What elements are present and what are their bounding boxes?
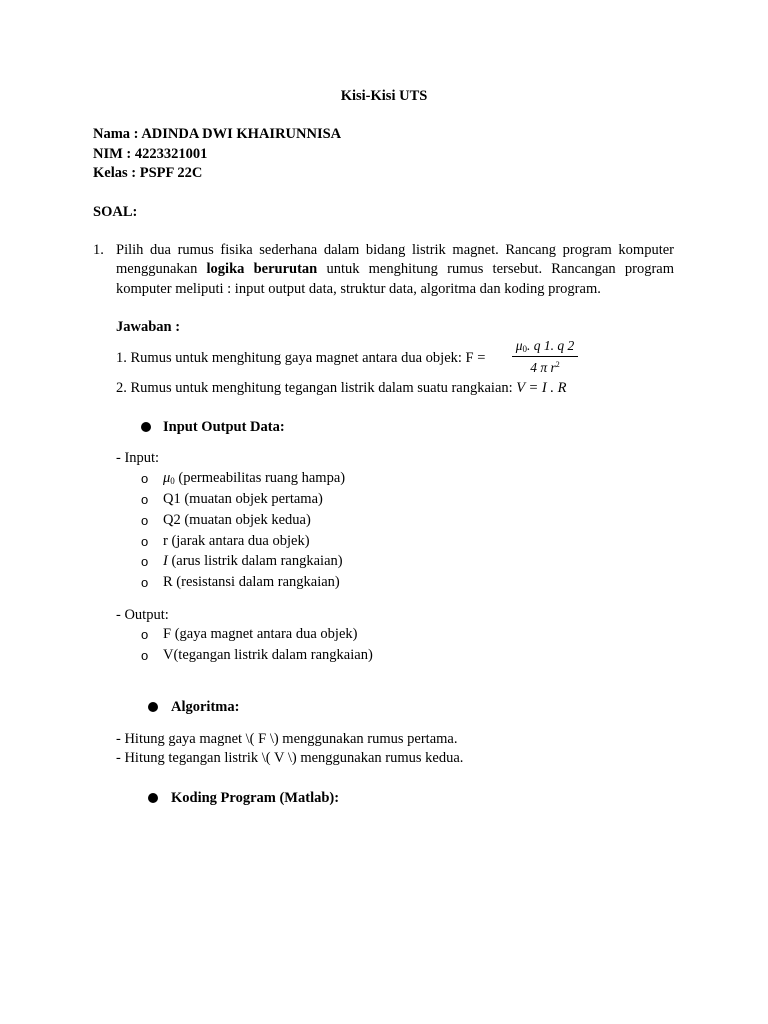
output-label: - Output: (116, 607, 169, 623)
algorithm-line-1: - Hitung gaya magnet \( F \) menggunakan rumus pertama. (116, 731, 458, 747)
code-heading: Koding Program (Matlab): (171, 790, 340, 806)
algorithm-line-2: - Hitung tegangan listrik \( V \) menggunakan rumus kedua. (116, 750, 464, 766)
bullet-icon (148, 702, 158, 712)
answer-label: Jawaban : (116, 319, 181, 335)
sub-bullet-icon: o (141, 554, 149, 569)
io-heading: Input Output Data: (163, 419, 285, 435)
formula-1-fraction (512, 338, 578, 376)
formula-1-text: 1. Rumus untuk menghitung gaya magnet antara dua objek: F = (116, 350, 486, 366)
student-nim: NIM : 4223321001 (93, 146, 208, 162)
formula-1-denominator: 4 π $r^2$ (530, 360, 560, 375)
sub-bullet-icon: o (141, 534, 149, 549)
document-title: Kisi-Kisi UTS (340, 88, 428, 104)
input-item: Q2 (muatan objek kedua) (163, 512, 311, 528)
formula-1-numerator: $\mu_0$. q 1. q 2 (515, 338, 575, 354)
algorithm-heading: Algoritma: (171, 699, 240, 715)
question-number: 1. (93, 242, 104, 258)
bullet-icon (148, 793, 158, 803)
sub-bullet-icon: o (141, 575, 149, 590)
input-item: R (resistansi dalam rangkaian) (163, 574, 340, 590)
student-name: Nama : ADINDA DWI KHAIRUNNISA (93, 126, 342, 142)
sub-bullet-icon: o (141, 492, 149, 507)
soal-heading: SOAL: (93, 204, 138, 220)
bullet-icon (141, 422, 151, 432)
input-label: - Input: (116, 450, 160, 466)
student-class: Kelas : PSPF 22C (93, 165, 203, 181)
sub-bullet-icon: o (141, 648, 149, 663)
input-item: $\mu_0$ (permeabilitas ruang hampa) (163, 470, 346, 486)
sub-bullet-icon: o (141, 471, 149, 486)
output-item: F (gaya magnet antara dua objek) (163, 626, 358, 642)
output-item: V(tegangan listrik dalam rangkaian) (163, 647, 373, 663)
formula-2: 2. Rumus untuk menghitung tegangan listrik dalam suatu rangkaian: V = I . R (116, 380, 567, 396)
sub-bullet-icon: o (141, 627, 149, 642)
input-item: I (arus listrik dalam rangkaian) (163, 553, 343, 569)
question-text: Pilih dua rumus fisika sederhana dalam bidang listrik magnet. Rancang program komputer menggunakan logika berurutan untuk menghitung rumus tersebut. Rancangan program komputer meliputi : input output data, struktur data, algoritma dan koding program. (116, 242, 674, 297)
input-item: Q1 (muatan objek pertama) (163, 491, 323, 507)
sub-bullet-icon: o (141, 513, 149, 528)
fraction-bar (512, 356, 578, 357)
input-item: r (jarak antara dua objek) (163, 533, 310, 549)
